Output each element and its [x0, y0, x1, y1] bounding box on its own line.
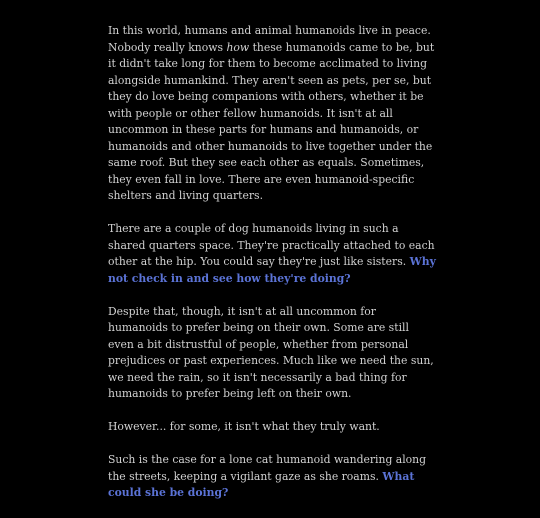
paragraph-however: However... for some, it isn't what they truly want.: [108, 420, 380, 433]
link-what-could-she-be-doing[interactable]: What could she be doing?: [108, 469, 415, 499]
story-passage: [108, 23, 438, 518]
paragraph-intro: [108, 23, 438, 205]
paragraph-dog-humanoids-text: There are a couple of dog humanoids living in such a shared quarters space. They're practically attached to each other at the hip. You could say they're just like sisters.: [108, 222, 435, 268]
paragraph-lone-cat-text: Such is the case for a lone cat humanoid wandering along the streets, keeping a vigilant gaze as she roams.: [108, 453, 427, 483]
paragraph-dog-humanoids: [108, 221, 438, 287]
paragraph-intro-text-start: In this world, humans and animal humanoids live in peace. Nobody really knows: [108, 24, 431, 54]
paragraph-intro-text-end: these humanoids came to be, but it didn't take long for them to become acclimated to living alongside humankind. They aren't seen as pets, per se, but they do love being companions with others, whether it be with people or other fellow humanoids. It isn't at all uncommon in these parts for humans and humanoids, or humanoids and other humanoids to live together under the same roof. But they see each other as equals. Sometimes, they even fall in love. There are even humanoid-specific shelters and living quarters.: [108, 40, 435, 202]
emphasis-how: how: [226, 40, 250, 54]
paragraph-lone-cat: [108, 452, 438, 502]
paragraph-independence: Despite that, though, it isn't at all uncommon for humanoids to prefer being on their own. Some are still even a bit distrustful of people, whether from personal prejudices or past experiences. Much like we need the sun, we need the rain, so it isn't necessarily a bad thing for humanoids to prefer being left on their own.: [108, 304, 434, 400]
link-check-in[interactable]: Why not check in and see how they're doing?: [108, 255, 436, 285]
